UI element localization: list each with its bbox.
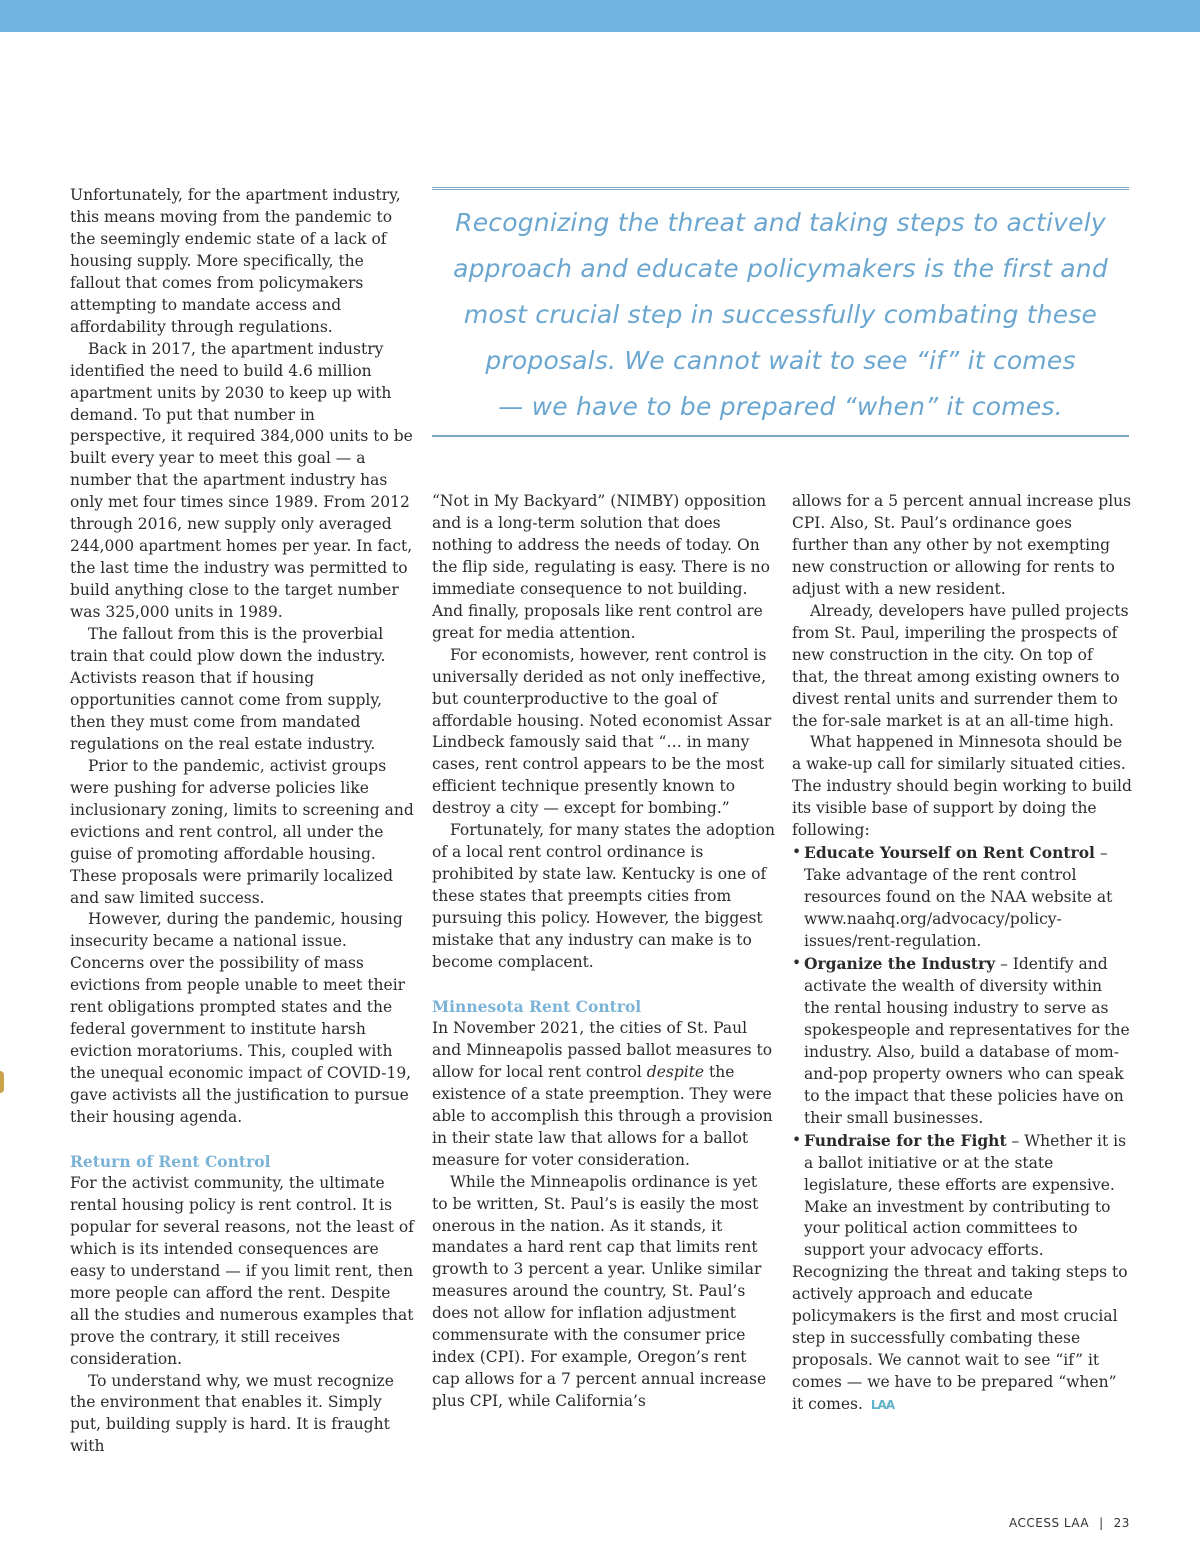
paragraph: However, during the pandemic, housing insecurity became a national issue. Concerns over the possibility of mass evictions from people unable to meet their rent obligations prompted states and the federal government to institute harsh eviction moratoriums. This, coupled with the unequal economic impact of COVID-19, gave activists all the justification to pursue their housing agenda. — [70, 910, 412, 1127]
section-heading-return-of-rent-control: Return of Rent Control — [70, 1151, 271, 1171]
article-column-3 — [792, 491, 1132, 1417]
list-item-title: Organize the Industry — [804, 954, 996, 974]
list-item-text: – Take advantage of the rent control resources found on the NAA website at www.naahq.org/advocacy/policy-issues/rent-regulation. — [804, 844, 1113, 951]
publication-name: ACCESS LAA — [1009, 1516, 1090, 1530]
article-column-2 — [432, 491, 776, 1413]
list-item-title: Fundraise for the Fight — [804, 1130, 1007, 1150]
paragraph — [432, 1018, 776, 1172]
paragraph-text: Recognizing the threat and taking steps to actively approach and educate policymakers is the first and most crucial step in successfully combating these proposals. We cannot wait to see “if” it comes — we have to be prepared “when” it comes. — [792, 1263, 1128, 1414]
list-item-text: – Identify and activate the wealth of diversity within the rental housing industry to serve as spokespeople and representatives for the industry. Also, build a database of mom-and-pop property owners who can speak to the impact that these policies have on their small businesses. — [804, 955, 1130, 1127]
paragraph: “Not in My Backyard” (NIMBY) opposition and is a long-term solution that does nothing to address the needs of today. On the flip side, regulating is easy. There is no immediate consequence to not building. And finally, proposals like rent control are great for media attention. — [432, 492, 770, 642]
page-footer — [1009, 1516, 1149, 1530]
list-item — [792, 1130, 1132, 1263]
pull-quote-line: most crucial step in successfully combating these — [463, 300, 1098, 329]
paragraph: The fallout from this is the proverbial train that could plow down the industry. Activists reason that if housing opportunities cannot come from supply, then they must come from mandated regulations on the real estate industry. — [70, 625, 386, 753]
action-list — [792, 842, 1132, 1262]
list-item-title: Educate Yourself on Rent Control — [804, 843, 1095, 863]
pull-quote-line: — we have to be prepared “when” it comes. — [498, 392, 1063, 421]
end-mark-logo: LAA — [870, 1398, 895, 1413]
section-heading-minnesota-rent-control: Minnesota Rent Control — [432, 996, 642, 1016]
paragraph: To understand why, we must recognize the environment that enables it. Simply put, building supply is hard. It is fraught with — [70, 1371, 394, 1456]
emphasis-text: despite — [646, 1062, 705, 1081]
paragraph: Prior to the pandemic, activist groups were pushing for adverse policies like inclusionary zoning, limits to screening and evictions and rent control, all under the guise of promoting affordable housing. These proposals were primarily localized and saw limited success. — [70, 756, 414, 907]
paragraph: What happened in Minnesota should be a wake-up call for similarly situated cities. The industry should begin working to build its visible base of support by doing the following: — [792, 733, 1132, 840]
paragraph: Unfortunately, for the apartment industry, this means moving from the pandemic to the seemingly endemic state of a lack of housing supply. More specifically, the fallout that comes from policymakers attempting to mandate access and affordability through regulations. — [70, 186, 401, 336]
pull-quote-line: approach and educate policymakers is the first and — [453, 254, 1108, 283]
page-number: 23 — [1113, 1516, 1130, 1530]
article-column-1 — [70, 185, 414, 1458]
list-item — [792, 842, 1132, 953]
paragraph: Already, developers have pulled projects from St. Paul, imperiling the prospects of new construction in the city. On top of that, the threat among existing owners to divest rental units and surrender them to the for-sale market is at an all-time high. — [792, 601, 1129, 730]
paragraph: While the Minneapolis ordinance is yet to be written, St. Paul’s is easily the most onerous in the nation. As it stands, it mandates a hard rent cap that limits rent growth to 3 percent a year. Unlike similar measures around the country, St. Paul’s does not allow for inflation adjustment commensurate with the consumer price index (CPI). For example, Oregon’s rent cap allows for a 7 percent annual increase plus CPI, while California’s — [432, 1172, 767, 1411]
top-color-bar — [0, 0, 1200, 32]
list-item — [792, 953, 1132, 1130]
list-item-text: – Whether it is a ballot initiative or at the state legislature, these efforts are expensive. Make an investment by contributing to your political action committees to support your advocacy efforts. — [804, 1131, 1127, 1260]
paragraph: Back in 2017, the apartment industry identified the need to build 4.6 million apartment units by 2030 to keep up with demand. To put that number in perspective, it required 384,000 units to be built every year to meet this goal — a number that the apartment industry has only met four times since 1989. From 2012 through 2016, new supply only averaged 244,000 apartment homes per year. In fact, the last time the industry was permitted to build anything close to the target number was 325,000 units in 1989. — [70, 339, 413, 622]
paragraph: For the activist community, the ultimate rental housing policy is rent control. It is popular for several reasons, not the least of which is its intended consequences are easy to understand — if you limit rent, then more people can afford the rent. Despite all the studies and numerous examples that prove the contrary, it still receives consideration. — [70, 1173, 414, 1368]
pull-quote — [432, 187, 1129, 437]
paragraph: Fortunately, for many states the adoption of a local rent control ordinance is prohibited by state law. Kentucky is one of these states that preempts cities from pursuing this policy. However, the biggest mistake that any industry can make is to become complacent. — [432, 821, 775, 972]
paragraph: allows for a 5 percent annual increase plus CPI. Also, St. Paul’s ordinance goes further than any other by not exempting new construction or allowing for rents to adjust with a new resident. — [792, 492, 1132, 598]
page-edge-mark — [0, 1071, 4, 1093]
footer-separator: | — [1099, 1516, 1104, 1530]
paragraph: For economists, however, rent control is universally derided as not only ineffective, but counterproductive to the goal of affordable housing. Noted economist Assar Lindbeck famously said that “… in many cases, rent control appears to be the most efficient technique presently known to destroy a city — except for bombing.” — [432, 645, 772, 818]
paragraph-text: In November 2021, the cities of St. Paul and Minneapolis passed ballot measures to allow for local rent control — [432, 1018, 773, 1081]
pull-quote-line: proposals. We cannot wait to see “if” it comes — [485, 346, 1076, 375]
pull-quote-line: Recognizing the threat and taking steps to actively — [455, 208, 1106, 237]
closing-paragraph — [792, 1262, 1132, 1417]
paragraph-text: the existence of a state preemption. They were able to accomplish this through a provision in their state law that allows for a ballot measure for voter consideration. — [432, 1062, 773, 1169]
